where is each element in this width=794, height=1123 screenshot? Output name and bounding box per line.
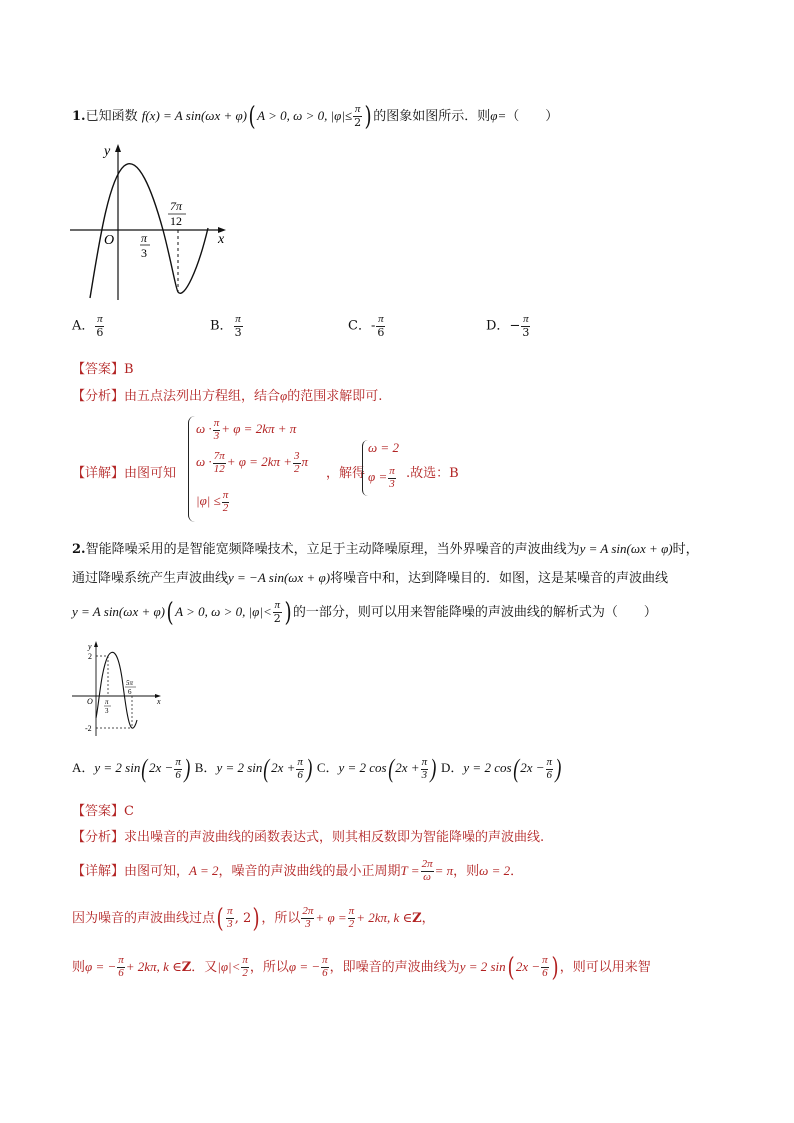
- q1-res-line1: ω = 2: [368, 440, 399, 455]
- q2-line2: 通过降噪系统产生声波曲线y = −A sin(ωx + φ)将噪音中和，达到降噪目的．如图，这是某噪音的声波曲线: [72, 570, 669, 586]
- q1-graph: [68, 140, 238, 305]
- q2-line3: y = A sin(ωx + φ)( A > 0, ω > 0, |φ|< $\frac{\pi}{2}$ ) 的一部分，则可以用来智能降噪的声波曲线的解析式为（ ）: [72, 597, 657, 628]
- q1-analysis: 【分析】由五点法列出方程组，结合φ的范围求解即可.: [72, 388, 383, 404]
- q2-tick2-num: 5π: [126, 679, 134, 687]
- q2-x-label: x: [157, 697, 161, 706]
- q1-system-brace: [188, 416, 195, 522]
- q1-y-label: y: [104, 144, 111, 159]
- q2-y-label: y: [88, 642, 92, 651]
- q1-fx: f(x) = A sin(ωx + φ): [141, 108, 248, 123]
- q1-res-line2: φ = $\frac{\pi}{3}$: [368, 465, 395, 490]
- q1-detail-label: 【详解】由图可知: [72, 466, 177, 481]
- q1-cond: A > 0, ω > 0, |φ|≤: [257, 108, 353, 123]
- q1-blank: （ ）: [506, 109, 559, 124]
- q2-option-a[interactable]: A．y = 2 sin(2x − $\frac{\pi}{6}$ ): [72, 754, 191, 784]
- q1-cond-frac: $\frac{\pi}{2}$: [354, 103, 362, 129]
- q2-detail: 【详解】由图可知，A = 2，噪音的声波曲线的最小正周期T = $\frac{2\pi}{\omega}$ = π，则ω = 2．: [72, 858, 524, 883]
- q2-option-c[interactable]: C．y = 2 cos(2x + $\frac{\pi}{3}$ ): [316, 754, 437, 784]
- q1-stem: 1.已知函数 f(x) = A sin(ωx + φ)( A > 0, ω > 0, |φ|≤ $\frac{\pi}{2}$ ) 的图象如图所示．则φ=（ ）: [72, 101, 559, 132]
- q2-para1: 因为噪音的声波曲线过点( $\frac{\pi}{3}$ , 2) ，所以 $\frac{2\pi}{3}$ + φ = $\frac{\pi}{2}$ + 2kπ, k ∈Z，: [72, 903, 435, 934]
- q2-y-max-label: 2: [88, 652, 92, 661]
- q1-tick2-den: 12: [170, 214, 182, 228]
- q2-tick1-num: π: [105, 698, 109, 706]
- q2-option-b[interactable]: B．y = 2 sin(2x + $\frac{\pi}{6}$ ): [194, 754, 313, 784]
- q2-answer: 【答案】C: [72, 804, 134, 819]
- q1-option-c[interactable]: C．- $\frac{\pi}{6}$: [348, 313, 385, 339]
- q1-conclusion: .故选：B: [406, 466, 459, 481]
- q1-option-a[interactable]: A． $\frac{\pi}{6}$: [72, 313, 104, 339]
- q2-graph: [70, 640, 170, 740]
- q1-stem-post: 的图象如图所示．则: [373, 109, 491, 124]
- q1-origin-label: O: [104, 233, 115, 248]
- q1-answer: 【答案】B: [72, 362, 134, 377]
- q1-number: 1.: [72, 109, 86, 124]
- q1-sine-curve: [90, 164, 208, 298]
- q1-option-d[interactable]: D．− $\frac{\pi}{3}$: [486, 313, 530, 339]
- q1-sys-line2: ω · $\frac{7\pi}{12}$ + φ = 2kπ + $\frac{3}{2}$ π: [196, 450, 309, 475]
- q1-x-label: x: [218, 232, 225, 247]
- q2-y-min-label: -2: [85, 724, 92, 733]
- q2-line1: 2.智能降噪采用的是智能宽频降噪技术，立足于主动降噪原理，当外界噪音的声波曲线为y = A sin(ωx + φ)时，: [72, 541, 699, 557]
- q1-sys-line1: ω · $\frac{\pi}{3}$ + φ = 2kπ + π: [196, 417, 297, 442]
- q2-para2: 则φ = − $\frac{\pi}{6}$ + 2kπ, k ∈Z．又|φ|< $\frac{\pi}{2}$ ，所以φ = − $\frac{\pi}{6}$ ，即噪音的声波曲线为y = 2 sin( 2x − $\frac{\pi}{6}$ ) ，则可以用来智: [72, 952, 651, 983]
- q1-phi-eq: φ=: [490, 108, 507, 123]
- q1-tick2-num: 7π: [170, 199, 183, 213]
- q1-sys-line3: |φ| ≤ $\frac{\pi}{2}$: [196, 489, 229, 514]
- q1-y-arrow: [115, 144, 121, 152]
- q2-tick1-den: 3: [105, 707, 109, 715]
- q2-y-arrow: [94, 641, 98, 647]
- q1-option-b[interactable]: B． $\frac{\pi}{3}$: [210, 313, 242, 339]
- q1-tick1-num: π: [141, 231, 148, 245]
- q1-stem-pre: 已知函数: [85, 109, 138, 124]
- q2-tick2-den: 6: [128, 688, 132, 696]
- q2-analysis: 【分析】求出噪音的声波曲线的函数表达式，则其相反数即为智能降噪的声波曲线.: [72, 830, 545, 845]
- q2-origin-label: O: [87, 697, 93, 706]
- q1-tick1-den: 3: [141, 246, 147, 260]
- q2-option-d[interactable]: D．y = 2 cos(2x − $\frac{\pi}{6}$ ): [441, 754, 562, 784]
- q2-options: [72, 752, 563, 784]
- q1-solve-text: ，解得: [326, 466, 366, 481]
